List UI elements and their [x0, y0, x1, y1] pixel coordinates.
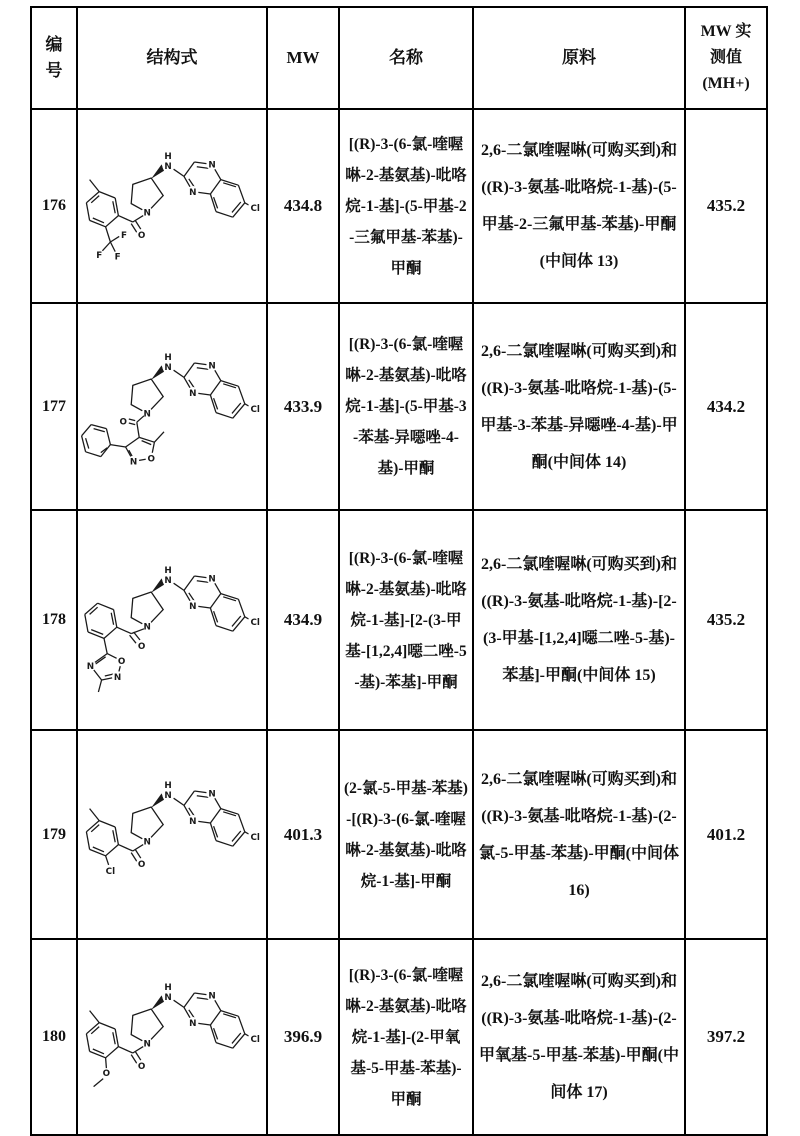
row-id: 177 [32, 304, 76, 509]
compound-table [30, 6, 768, 1136]
structure-drawing-178 [80, 544, 264, 696]
o-atom-label: O [102, 1069, 111, 1080]
row-id: 176 [32, 110, 76, 302]
header-cell-mw: MW [268, 8, 338, 108]
mw-found-value: 435.2 [686, 110, 766, 302]
mw-found-value: 435.2 [686, 511, 766, 729]
cl-atom-label: Cl [105, 866, 116, 877]
header-cell-id [32, 8, 76, 108]
structure-cell [78, 110, 266, 302]
header-label-mw-found: MW 实测值 (MH+) [700, 23, 752, 92]
row-id: 178 [32, 511, 76, 729]
f-atom-label: F [96, 251, 103, 261]
compound-name: [(R)-3-(6-氯-喹喔啉-2-基氨基)-吡咯烷-1-基]-[2-(3-甲基-[1,2,4]噁二唑-5-基)-苯基]-甲酮 [340, 511, 472, 729]
raw-materials: 2,6-二氯喹喔啉(可购买到)和((R)-3-氨基-吡咯烷-1-基)-[2-(3-甲基-[1,2,4]噁二唑-5-基)-苯基]-甲酮(中间体 15) [474, 511, 684, 729]
raw-materials: 2,6-二氯喹喔啉(可购买到)和((R)-3-氨基-吡咯烷-1-基)-(2-甲氧基-5-甲基-苯基)-甲酮(中间体 17) [474, 940, 684, 1134]
n-atom-label: N [113, 673, 122, 683]
structure-drawing-176 [80, 130, 264, 282]
raw-materials: 2,6-二氯喹喔啉(可购买到)和((R)-3-氨基-吡咯烷-1-基)-(5-甲基-3-苯基-异噁唑-4-基)-甲酮(中间体 14) [474, 304, 684, 509]
row-id: 180 [32, 940, 76, 1134]
f-atom-label: F [114, 252, 121, 263]
raw-materials: 2,6-二氯喹喔啉(可购买到)和((R)-3-氨基-吡咯烷-1-基)-(2-氯-5-甲基-苯基)-甲酮(中间体 16) [474, 731, 684, 938]
compound-name: (2-氯-5-甲基-苯基)-[(R)-3-(6-氯-喹喔啉-2-基氨基)-吡咯烷-1-基]-甲酮 [340, 731, 472, 938]
phenyl-isoxazolyl-carbonyl-group [82, 415, 164, 467]
n-atom-label: N [129, 457, 138, 468]
methoxy-substituent [94, 1058, 112, 1087]
o-atom-label: O [119, 417, 127, 428]
chloro-substituent [104, 855, 117, 877]
mw-value: 434.8 [268, 110, 338, 302]
raw-materials: 2,6-二氯喹喔啉(可购买到)和((R)-3-氨基-吡咯烷-1-基)-(5-甲基-2-三氟甲基-苯基)-甲酮(中间体 13) [474, 110, 684, 302]
compound-name: [(R)-3-(6-氯-喹喔啉-2-基氨基)-吡咯烷-1-基]-(5-甲基-2-三氟甲基-苯基)-甲酮 [340, 110, 472, 302]
o-atom-label: O [147, 453, 155, 464]
header-cell-mw-found [686, 8, 766, 108]
header-cell-name: 名称 [340, 8, 472, 108]
header-cell-raw: 原料 [474, 8, 684, 108]
mw-value: 401.3 [268, 731, 338, 938]
mw-found-value: 434.2 [686, 304, 766, 509]
structure-cell [78, 304, 266, 509]
structure-cell [78, 731, 266, 938]
header-label-id: 编号 [45, 35, 63, 80]
mw-value: 433.9 [268, 304, 338, 509]
structure-cell [78, 511, 266, 729]
structure-drawing-177 [80, 331, 264, 483]
o-atom-label: O [137, 641, 146, 652]
trifluoromethyl-group [94, 227, 128, 263]
n-atom-label: N [86, 661, 95, 672]
row-id: 179 [32, 731, 76, 938]
structure-drawing-180 [80, 961, 264, 1113]
oxadiazolyl-benzoyl-group [85, 603, 147, 692]
compound-name: [(R)-3-(6-氯-喹喔啉-2-基氨基)-吡咯烷-1-基]-(2-甲氧基-5-甲基-苯基)-甲酮 [340, 940, 472, 1134]
mw-value: 434.9 [268, 511, 338, 729]
header-cell-structure: 结构式 [78, 8, 266, 108]
structure-drawing-179 [80, 759, 264, 911]
structure-cell [78, 940, 266, 1134]
mw-found-value: 397.2 [686, 940, 766, 1134]
f-atom-label: F [120, 231, 128, 241]
o-atom-label: O [117, 657, 126, 667]
mw-value: 396.9 [268, 940, 338, 1134]
mw-found-value: 401.2 [686, 731, 766, 938]
compound-name: [(R)-3-(6-氯-喹喔啉-2-基氨基)-吡咯烷-1-基]-(5-甲基-3-苯基-异噁唑-4-基)-甲酮 [340, 304, 472, 509]
